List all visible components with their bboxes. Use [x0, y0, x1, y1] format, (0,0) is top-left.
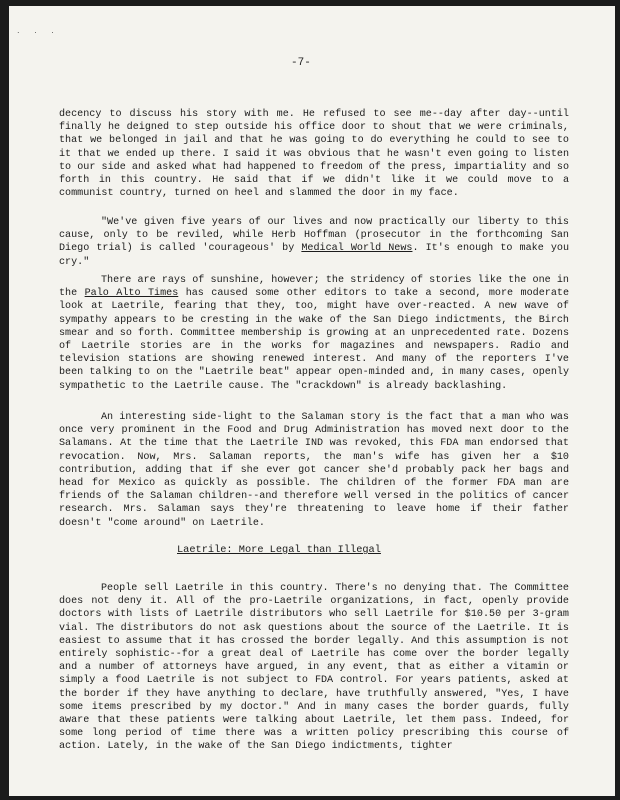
paragraph-2-text-b: . It's enough to make you cry."	[59, 243, 569, 268]
page-number: -7-	[291, 57, 311, 69]
paragraph-3-text-a: There are rays of sunshine, however; the stridency of stories like the one in the	[59, 275, 569, 300]
paragraph-4: An interesting side-light to the Salaman story is the fact that a man who was once very prominent in the Food and Drug Administration has moved next door to the Salamans. At the time that the Laetrile IND was revoked, this FDA man endorsed that revocation. Now, Mrs. Salaman reports, the man's wife has given her a $10 contribution, adding that if she ever got cancer she'd probably pack her bags and head for Mexico as quickly as possible. The children of the former FDA man are friends of the Salaman children--and therefore well versed in the politics of cancer research. Mrs. Salaman says they're threatening to leave home if their father doesn't "come around" on Laetrile.	[59, 412, 569, 529]
paragraph-3-text-b: has caused some other editors to take a second, more moderate look at Laetrile, fearing that they, too, might have over-reacted. A new wave of sympathy appears to be cresting in the wake of the San Diego indictments, the Birch smear and so forth. Committee membership is growing at an unprecedented rate. Dozens of Laetrile stories are in the works for magazines and newspapers. Radio and television stations are showing renewed interest. And many of the reporters I've been talking to on the "Laetrile beat" appear open-minded and, in many cases, openly sympathetic to the Laetrile cause. The "crackdown" is already backlashing.	[59, 288, 569, 392]
paragraph-3	[59, 274, 569, 393]
medical-world-news-title: Medical World News	[301, 243, 413, 255]
paragraph-5: People sell Laetrile in this country. There's no denying that. The Committee does not deny it. All of the pro-Laetrile organizations, in fact, openly provide doctors with lists of Laetrile distributors who sell Laetrile for $10.50 per 3-gram vial. The distributors do not ask questions about the source of the Laetrile. It is easiest to assume that it has crossed the border legally. And this assumption is not entirely sophistic--for a great deal of Laetrile has come over the border legally and a number of attorneys have argued, in any event, that as either a vitamin or simply a food Laetrile is not subject to FDA control. For years patients, asked at the border if they have anything to declare, have truthfully answered, "Yes, I have some items prescribed by my doctor." And in many cases the border guards, fully aware that these patients were talking about Laetrile, let them pass. Indeed, for some long period of time there was a written policy prescribing this course of action. Lately, in the wake of the San Diego indictments, tighter	[59, 583, 569, 753]
section-heading: Laetrile: More Legal than Illegal	[177, 544, 381, 556]
paragraph-2	[59, 216, 569, 269]
palo-alto-times-title: Palo Alto Times	[84, 288, 179, 300]
scan-specks: . . .	[17, 26, 60, 35]
document-page	[9, 6, 615, 796]
paragraph-2-text-a: "We've given five years of our lives and now practically our liberty to this cause, only to be reviled, while Herb Hoffman (prosecutor in the forthcoming San Diego trial) is called 'courageous' by	[59, 217, 569, 255]
paragraph-1: decency to discuss his story with me. He refused to see me--day after day--until finally he deigned to step outside his office door to shout that we were criminals, that we belonged in jail and that he was going to do everything he could to see to it that we ended up there. I said it was obvious that he wasn't even going to listen to our side and asked what had happened to freedom of the press, impartiality and so forth in this country. He said that if we didn't like it we could move to a communist country, turned on heel and slammed the door in my face.	[59, 109, 569, 200]
